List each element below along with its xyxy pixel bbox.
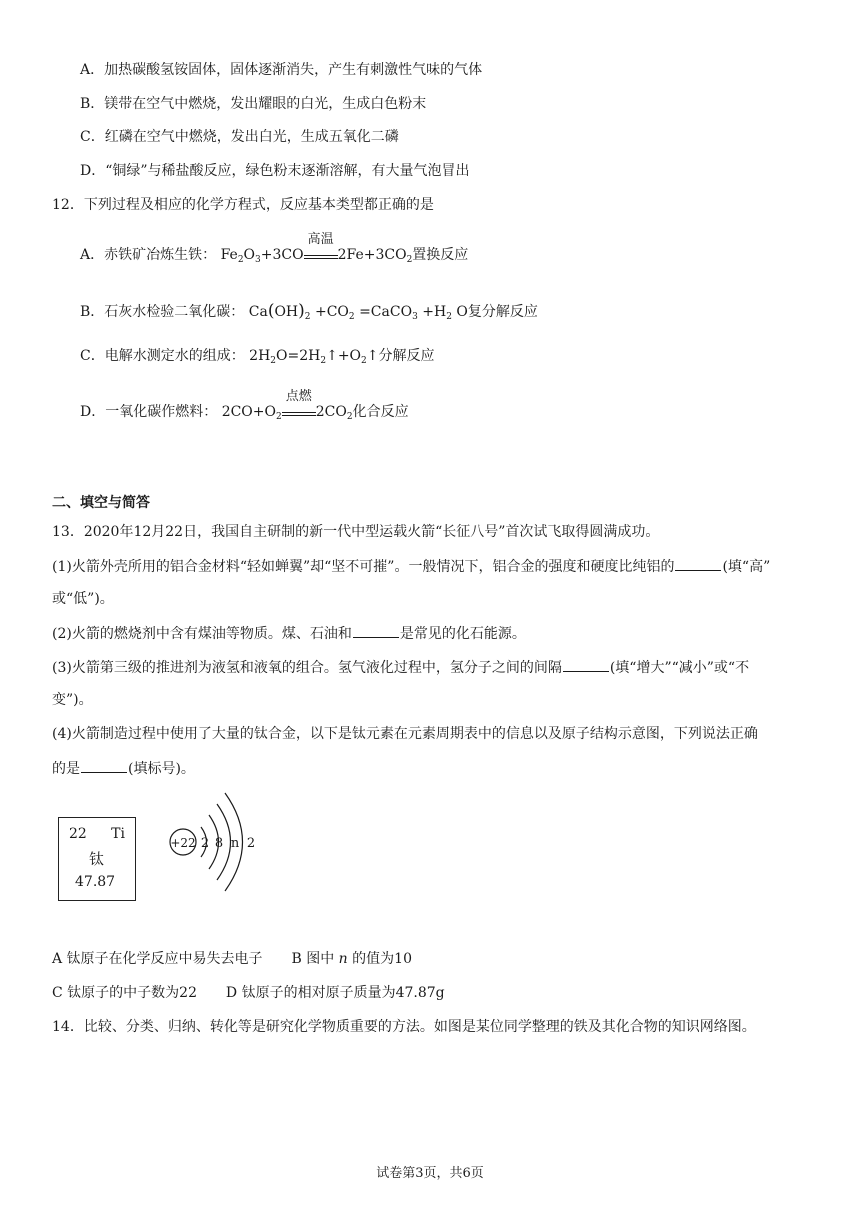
equation-a: $Fe_2O_3+3CO$ 高温 $2Fe+3CO_2$ [220, 232, 413, 265]
q12-stem: 12．下列过程及相应的化学方程式，反应基本类型都正确的是 [52, 197, 434, 213]
condition-ignite: 点燃 [285, 389, 312, 404]
q13-part1-text: (1)火箭外壳所用的铝合金材料“轻如蝉翼”却“坚不可摧”。一般情况下，铝合金的强度和硬度比纯铝的 [52, 559, 675, 575]
q13-option-c: C 钛原子的中子数为22 [52, 985, 197, 1001]
shell-electrons-3: n [230, 836, 240, 851]
q13-part3-text: (3)火箭第三级的推进剂为液氢和液氧的组合。氢气液化过程中，氢分子之间的间隔 [52, 660, 562, 676]
q13-part2 [52, 623, 526, 644]
section-title: 二、填空与简答 [52, 495, 150, 511]
nucleus-label: +22 [170, 836, 196, 850]
q13-option-d: D 钛原子的相对原子质量为47.87g [225, 985, 445, 1001]
q14-stem: 14．比较、分类、归纳、转化等是研究化学物质重要的方法。如图是某位同学整理的铁及其化合物的知识网络图。 [52, 1019, 756, 1035]
equation-c: $2H_2O=2H_2↑+O_2↑$ [249, 348, 379, 366]
q13-option-a: A 钛原子在化学反应中易失去电子 [52, 951, 263, 967]
q12-option-b-label: B．石灰水检验二氧化碳： [80, 304, 245, 320]
q12-option-d [80, 389, 409, 427]
shell-electrons-1: 2 [200, 836, 210, 851]
q12-option-c-type: 分解反应 [378, 348, 435, 364]
q13-part1-line1 [52, 556, 770, 577]
condition-high-temp: 高温 [307, 232, 334, 247]
q12-option-a-type: 置换反应 [412, 247, 469, 263]
shell-electrons-2: 8 [214, 836, 224, 851]
q11-option-a: A．加热碳酸氢铵固体，固体逐渐消失，产生有刺激性气味的气体 [80, 62, 483, 78]
q13-part4-hint: (填标号)。 [128, 761, 195, 777]
q12-option-b-type: 复分解反应 [467, 304, 538, 320]
q11-option-d: D．“铜绿”与稀盐酸反应，绿色粉末逐渐溶解，有大量气泡冒出 [80, 163, 470, 179]
q13-part3-line1 [52, 657, 749, 678]
q13-option-row-2 [52, 983, 445, 1003]
q11-option-c: C．红磷在空气中燃烧，发出白光，生成五氧化二磷 [80, 129, 399, 145]
shell-electrons-4: 2 [246, 836, 256, 851]
q13-part4-line1: (4)火箭制造过程中使用了大量的钛合金，以下是钛元素在元素周期表中的信息以及原子结构示意图，下列说法正确 [52, 726, 758, 742]
q13-part1-line2: 或“低”)。 [52, 591, 114, 607]
q13-part4-text: 的是 [52, 761, 80, 777]
q12-option-d-type: 化合反应 [352, 404, 409, 420]
q13-part3-hint: (填“增大”“减小”或“不 [609, 660, 750, 676]
q13-part1-hint: (填“高” [722, 559, 771, 575]
q12-option-c [80, 346, 435, 371]
q12-option-a [80, 232, 469, 270]
atom-structure-diagram [160, 790, 280, 900]
q13-part4-blank[interactable] [81, 758, 127, 773]
q13-stem: 13．2020年12月22日，我国自主研制的新一代中型运载火箭“长征八号”首次试飞取得圆满成功。 [52, 524, 660, 540]
q12-option-b [80, 301, 538, 327]
atomic-mass: 47.87 [75, 874, 116, 890]
q12-option-d-label: D．一氧化碳作燃料： [80, 404, 218, 420]
q13-part1-blank[interactable] [675, 556, 721, 571]
q12-option-c-label: C．电解水测定水的组成： [80, 348, 245, 364]
equation-b: $Ca(OH)_2 +CO_2$ =CaCO$_3$ $+H_2$ O [248, 301, 468, 322]
q13-option-b: B 图中 n 的值为10 [291, 951, 412, 967]
element-name: 钛 [89, 850, 105, 868]
q13-part4-line2 [52, 758, 195, 779]
q12-option-a-label: A．赤铁矿冶炼生铁： [80, 247, 217, 263]
q13-option-row-1 [52, 949, 412, 969]
q13-part3-blank[interactable] [563, 657, 609, 672]
q13-part2-blank[interactable] [353, 623, 399, 638]
equation-d: $2CO+O_2$ 点燃 $2CO_2$ [221, 389, 353, 422]
element-cell-titanium [58, 817, 136, 901]
atomic-number: 22 [69, 826, 87, 842]
element-symbol: Ti [111, 826, 125, 842]
q13-part2-text: (2)火箭的燃烧剂中含有煤油等物质。煤、石油和 [52, 626, 352, 642]
q13-part3-line2: 变”)。 [52, 692, 93, 708]
page-footer: 试卷第3页，共6页 [376, 1166, 484, 1181]
q13-part2-tail: 是常见的化石能源。 [399, 626, 526, 642]
q11-option-b: B．镁带在空气中燃烧，发出耀眼的白光，生成白色粉末 [80, 96, 427, 112]
